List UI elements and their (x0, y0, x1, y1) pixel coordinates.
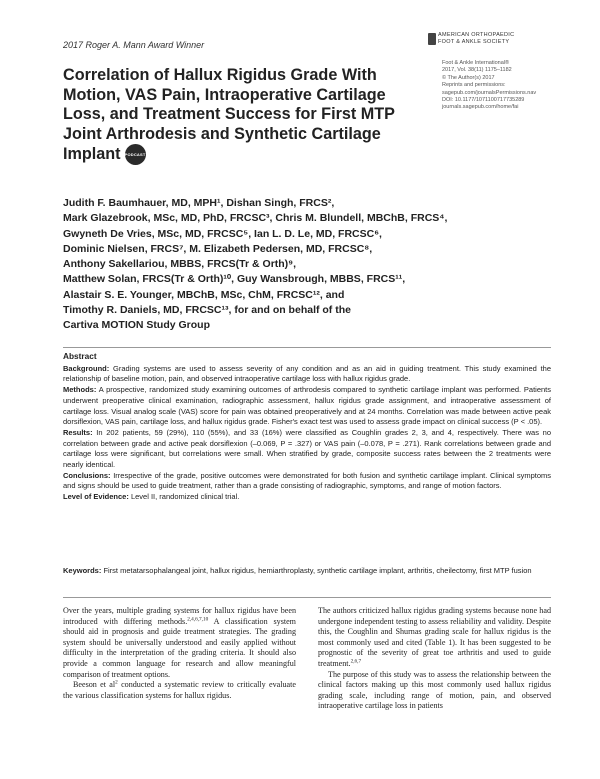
body-column-right (318, 606, 551, 712)
article-title-text: Correlation of Hallux Rigidus Grade With Motion, VAS Pain, Intraoperative Cartilage Loss, and Treatment Success for First MTP Joint Arthrodesis and Synthetic Cartilage Implant (63, 66, 395, 163)
society-emblem-icon (428, 33, 436, 45)
background-text: Grading systems are used to assess severity of any condition and as an aid in guiding treatment. This study examined the relationship of baseline motion, pain, and observed intraoperative cartilage loss with hallux rigidus grade. (63, 363, 552, 384)
abstract-divider (63, 347, 551, 348)
journal-link[interactable]: journals.sagepub.com/home/fai (442, 104, 519, 111)
journal-volume: 2017, Vol. 38(11) 1175–1182 (442, 67, 512, 74)
background-label: Background: (63, 363, 110, 373)
author-line: Anthony Sakellariou, MBBS, FRCS(Tr & Orth)⁹, (63, 258, 297, 271)
abstract-heading: Abstract (63, 351, 97, 361)
reprints-label: Reprints and permissions: (442, 82, 506, 89)
author-list (63, 196, 543, 334)
body-paragraph (318, 606, 551, 670)
society-logo (438, 32, 568, 46)
body-text: A classification system should aid in prognosis and guide treatment strategies. The grading system should be universally understood and easily applied without difficulty in the interpretation of the grading criteria. It should also provide a common language for research and allow meaningful comparison of treatment options. (63, 616, 296, 679)
author-line: Judith F. Baumhauer, MD, MPH¹, Dishan Singh, FRCS², (63, 197, 335, 209)
keywords-text: First metatarsophalangeal joint, hallux rigidus, hemiarthroplasty, synthetic cartilage implant, arthritis, cheilectomy, first MTP fusion (103, 566, 532, 575)
conclusions-label: Conclusions: (63, 470, 111, 480)
permissions-link[interactable]: sagepub.com/journalsPermissions.nav (442, 89, 537, 96)
author-line: Dominic Nielsen, FRCS⁷, M. Elizabeth Pedersen, MD, FRCSC⁸, (63, 242, 373, 255)
author-line: Gwyneth De Vries, MSc, MD, FRCSC⁵, Ian L. D. Le, MD, FRCSC⁶, (63, 227, 382, 240)
doi-link[interactable]: DOI: 10.1177/1071100717735289 (442, 97, 525, 104)
podcast-icon[interactable]: PODCAST (125, 144, 146, 165)
abstract-level (63, 492, 551, 503)
author-line: Cartiva MOTION Study Group (63, 319, 211, 332)
keywords-label: Keywords: (63, 566, 102, 575)
level-label: Level of Evidence: (63, 492, 129, 502)
keywords (63, 566, 551, 577)
author-line: Timothy R. Daniels, MD, FRCSC¹³, for and on behalf of the (63, 304, 351, 317)
article-title (63, 66, 428, 165)
author-line: Alastair S. E. Younger, MBChB, MSc, ChM, FRCSC¹², and (63, 288, 345, 301)
body-paragraph (63, 606, 296, 680)
society-name-line2: FOOT & ANKLE SOCIETY (438, 39, 510, 45)
body-text: The authors criticized hallux rigidus grading systems because none had undergone independent testing to assess reliability and validity. Despite this, the Coughlin and Shurnas grading scale for hallux rigidus is the most commonly used and cited (Table 1). It has been suggested to be prognostic of the severity of great toe arthritis and used to guide treatment. (318, 606, 551, 668)
level-text: Level II, randomized clinical trial. (130, 492, 240, 502)
author-line: Matthew Solan, FRCS(Tr & Orth)¹⁰, Guy Wansbrough, MBBS, FRCS¹¹, (63, 273, 406, 286)
body-text: conducted a systematic review to critically evaluate the various classification systems for hallux rigidus. (63, 680, 296, 700)
body-paragraph: The purpose of this study was to assess the relationship between the clinical factors making up this most commonly used hallux rigidus grading scale, including range of motion, pain, and observed intraoperative cartilage loss in patients (318, 669, 551, 711)
body-paragraph (63, 680, 296, 701)
author-line: Mark Glazebrook, MSc, MD, PhD, FRCSC³, Chris M. Blundell, MBChB, FRCS⁴, (63, 212, 448, 225)
abstract-conclusions (63, 471, 551, 492)
body-text: Over the years, multiple grading systems for hallux rigidus have been introduced with differing methods. (63, 606, 296, 626)
citation-ref[interactable]: 2,6,7 (350, 658, 362, 665)
award-label: 2017 Roger A. Mann Award Winner (63, 40, 205, 50)
publication-info (442, 60, 582, 112)
results-label: Results: (63, 427, 93, 437)
citation-ref[interactable]: 2,4,6,7,10 (187, 615, 209, 622)
methods-text: A prospective, randomized study examining outcomes of arthrodesis compared to synthetic cartilage implant was performed. Patients underwent preoperative clinical examination, radiographic assessment, hallux rigidus grade assignment, and intraoperative assessment of cartilage loss. Visual analog scale (VAS) score for pain was obtained preoperatively and at 24 months. Correlation was made between active peak dorsiflexion, VAS pain, cartilage loss, and hallux rigidus grade. Fisher's exact test was used to assess grade impact on clinical success (P < .05). (63, 385, 552, 427)
results-text: In 202 patients, 59 (29%), 110 (55%), and 33 (16%) were classified as Coughlin grades 2, 3, and 4, respectively. There was no correlation between grade and active peak dorsiflexion (–0.069, P = .327) or VAS pain (–0.078, P = .271). Rank correlations between grade and cartilage loss were significant, but correlations were small. When stratified by grade, composite success rates between the 2 treatments were nearly identical. (63, 427, 552, 470)
body-text: Beeson et al (73, 680, 116, 690)
abstract-background (63, 364, 551, 385)
copyright: © The Author(s) 2017 (442, 74, 495, 81)
citation-ref[interactable]: 2 (115, 679, 118, 686)
abstract-methods (63, 385, 551, 428)
conclusions-text: Irrespective of the grade, positive outcomes were demonstrated for both fusion and synthetic cartilage implant. Clinical symptoms and signs should be used to guide treatment, rather than a grade consisting of radiographic, symptoms, and range of motion factors. (63, 470, 551, 491)
society-name-line1: AMERICAN ORTHOPAEDIC (438, 32, 515, 38)
methods-label: Methods: (63, 385, 97, 395)
journal-name: Foot & Ankle International® (442, 60, 510, 66)
body-divider (63, 597, 551, 598)
abstract-section (63, 351, 551, 503)
abstract-results (63, 428, 551, 471)
body-column-left (63, 606, 296, 701)
